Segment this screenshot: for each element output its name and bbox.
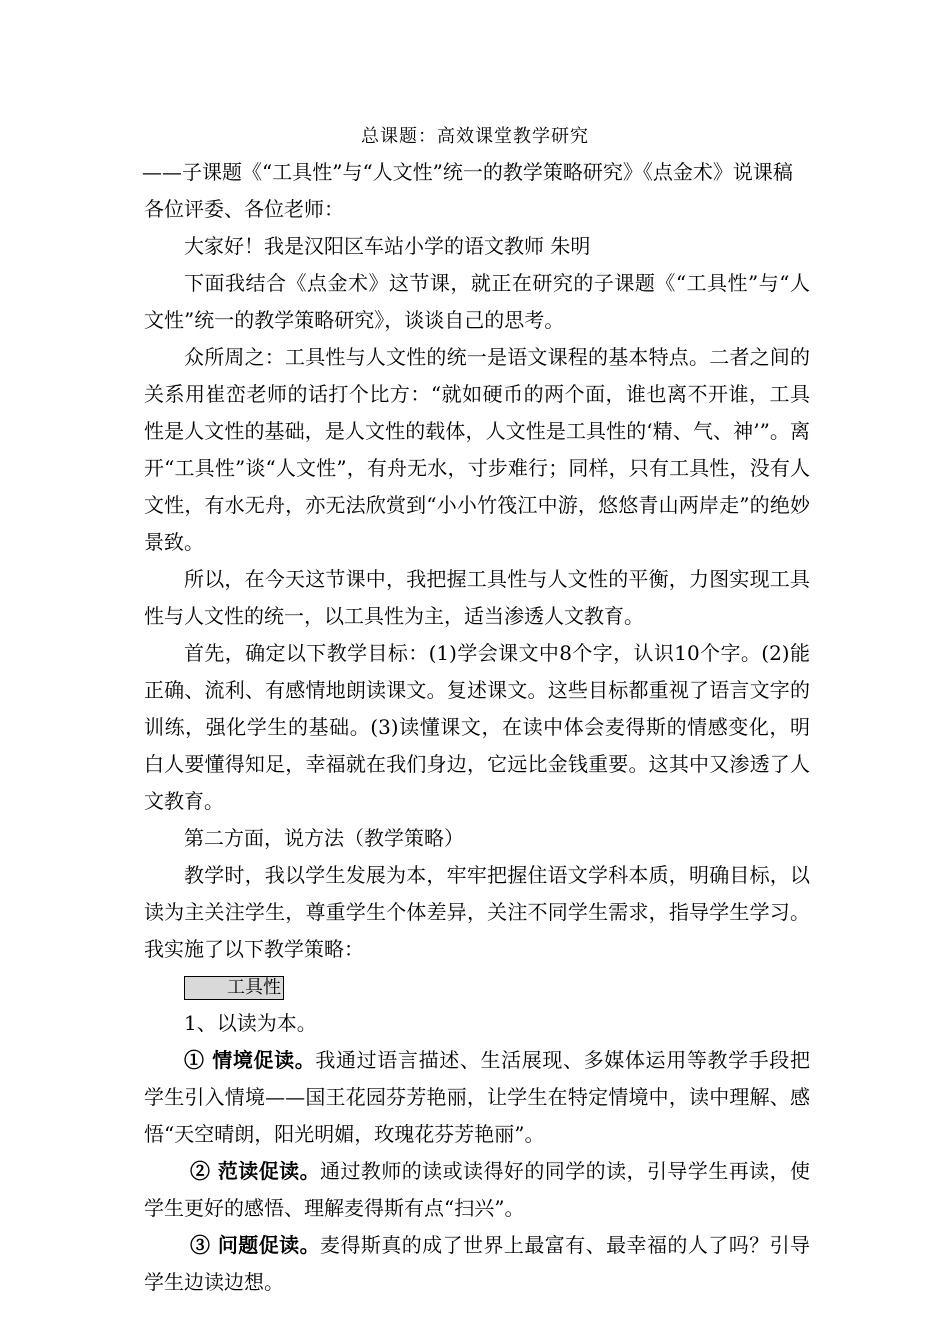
balance-paragraph: 所以，在今天这节课中，我把握工具性与人文性的平衡，力图实现工具性与人文性的统一，以工具性为主，适当渗透人文教育。 [144,567,810,628]
salutation: 各位评委、各位老师： [144,197,344,221]
doc-subtitle: ——子课题《“工具性”与“人文性”统一的教学策略研究》《点金术》说课稿 [142,160,793,184]
strategy-model-body: 通过教师的读或读得好的同学的读，引导学生再读，使学生更好的感悟、理解麦得斯有点“扫兴”。 [144,1159,811,1220]
strategy-model-reading [144,1153,810,1227]
boxed-label-line [144,968,810,1005]
item-1: 1、以读为本。 [184,1011,317,1035]
objectives-paragraph: 首先，确定以下教学目标：(1)学会课文中8个字，认识10个字。(2)能正确、流利、有感情地朗读课文。复述课文。这些目标都重视了语言文字的训练，强化学生的基础。(3)读懂课文，在读中体会麦得斯的情感变化，明白人要懂得知足，幸福就在我们身边，它远比金钱重要。这其中又渗透了人文教育。 [144,641,810,813]
intro-paragraph: 下面我结合《点金术》这节课，就正在研究的子课题《“工具性”与“人文性”统一的教学策略研究》，谈谈自己的思考。 [144,271,810,332]
tool-label-box: 工具性 [184,976,284,1000]
strategy-question [144,1227,810,1301]
doc-body [144,154,810,1301]
strategy-question-head: ③ 问题促读。 [190,1233,321,1257]
strategy-situation [144,1042,810,1153]
relationship-paragraph: 众所周之：工具性与人文性的统一是语文课程的基本特点。二者之间的关系用崔峦老师的话打个比方：“就如硬币的两个面，谁也离不开谁，工具性是人文性的基础，是人文性的载体，人文性是工具性的‘精、气、神’”。离开“工具性”谈“人文性”，有舟无水，寸步难行；同样，只有工具性，没有人文性，有水无舟，亦无法欣赏到“小小竹筏江中游，悠悠青山两岸走”的绝妙景致。 [144,345,810,554]
greeting-paragraph: 大家好！我是汉阳区车站小学的语文教师 朱明 [184,234,591,258]
strategy-paragraph: 教学时，我以学生发展为本，牢牢把握住语文学科本质，明确目标，以读为主关注学生，尊重学生个体差异，关注不同学生需求，指导学生学习。我实施了以下教学策略： [144,863,810,961]
strategy-question-body: 麦得斯真的成了世界上最富有、最幸福的人了吗？引导学生边读边想。 [144,1233,811,1294]
methods-heading: 第二方面，说方法（教学策略） [184,826,464,850]
doc-title: 总课题：高效课堂教学研究 [361,126,589,147]
strategy-situation-head: ① 情境促读。 [184,1048,316,1072]
strategy-model-head: ② 范读促读。 [190,1159,321,1183]
strategy-situation-body: 我通过语言描述、生活展现、多媒体运用等教学手段把学生引入情境——国王花园芬芳艳丽，让学生在特定情境中，读中理解、感悟“天空晴朗，阳光明媚，玫瑰花芬芳艳丽”。 [144,1048,810,1146]
